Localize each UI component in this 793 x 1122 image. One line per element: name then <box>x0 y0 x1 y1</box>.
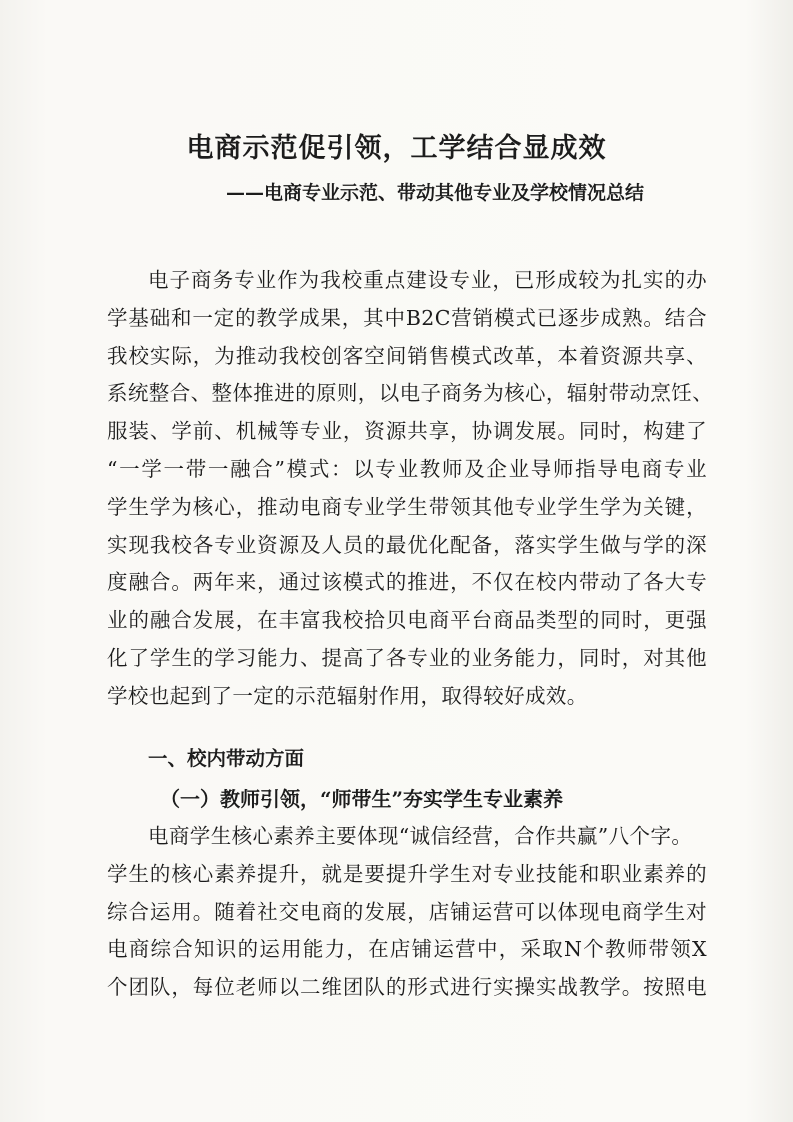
section-heading: 一、校内带动方面 <box>148 747 305 770</box>
text-line: 电子商务专业作为我校重点建设专业，已形成较为扎实的办 <box>148 268 707 292</box>
text-line: “一学一带一融合”模式：以专业教师及企业导师指导电商专业 <box>107 456 707 481</box>
text-line: 电商综合知识的运用能力，在店铺运营中，采取N个教师带领X <box>107 937 707 962</box>
text-line: 个团队，每位老师以二维团队的形式进行实操实战教学。按照电 <box>107 975 707 1000</box>
text-line: 电商学生核心素养主要体现“诚信经营，合作共赢”八个字。 <box>148 824 693 848</box>
text-line: 学生学为核心，推动电商专业学生带领其他专业学生学为关键， <box>107 494 707 519</box>
document-title: 电商示范促引领，工学结合显成效 <box>186 133 607 164</box>
text-line: 学校也起到了一定的示范辐射作用，取得较好成效。 <box>107 683 588 708</box>
text-line: 我校实际，为推动我校创客空间销售模式改革，本着资源共享、 <box>107 343 707 368</box>
subsection-heading: （一）教师引领，“师带生”夯实学生专业素养 <box>160 787 564 811</box>
text-line: 化了学生的学习能力、提高了各专业的业务能力，同时，对其他 <box>107 645 707 670</box>
paragraph-intro <box>107 262 714 716</box>
text-line: 业的融合发展，在丰富我校拾贝电商平台商品类型的同时，更强 <box>107 608 707 633</box>
document-subtitle: ——电商专业示范、带动其他专业及学校情况总结 <box>226 182 645 204</box>
text-line: 度融合。两年来，通过该模式的推进，不仅在校内带动了各大专 <box>107 570 707 595</box>
text-line: 综合运用。随着社交电商的发展，店铺运营可以体现电商学生对 <box>107 899 707 924</box>
text-line: 服装、学前、机械等专业，资源共享，协调发展。同时，构建了 <box>107 419 707 444</box>
paragraph-section-one <box>107 818 707 1007</box>
text-line: 实现我校各专业资源及人员的最优化配备，落实学生做与学的深 <box>107 532 707 557</box>
text-line: 学生的核心素养提升，就是要提升学生对专业技能和职业素养的 <box>107 861 707 886</box>
text-line: 学基础和一定的教学成果，其中B2C营销模式已逐步成熟。结合 <box>107 305 707 330</box>
text-line: 系统整合、整体推进的原则，以电子商务为核心，辐射带动烹饪、 <box>107 381 714 406</box>
